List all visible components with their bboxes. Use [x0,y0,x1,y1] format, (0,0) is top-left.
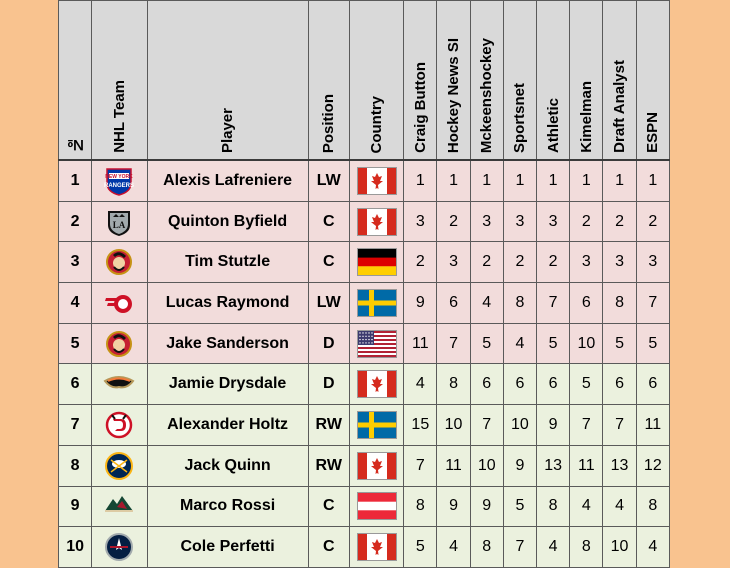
player-name: Jamie Drysdale [147,364,308,405]
los-angeles-kings-logo-icon [104,207,134,237]
player-position: C [308,527,349,568]
rank-cell: 3 [636,242,669,283]
rank-cell: 3 [537,201,570,242]
austria-flag-icon [357,492,397,520]
header-position: Position [308,1,349,161]
rank-cell: 4 [503,323,536,364]
rank-cell: 9 [404,283,437,324]
rank-cell: 8 [404,486,437,527]
new-york-rangers-logo-icon [104,166,134,196]
rank-cell: 2 [437,201,470,242]
row-number: 10 [59,527,92,568]
team-cell [92,283,147,324]
rank-cell: 7 [437,323,470,364]
rank-cell: 3 [437,242,470,283]
rank-cell: 7 [636,283,669,324]
player-name: Quinton Byfield [147,201,308,242]
header-ranker-7: ESPN [636,1,669,161]
player-position: C [308,486,349,527]
country-cell [349,283,403,324]
player-position: LW [308,283,349,324]
rank-cell: 6 [437,283,470,324]
rank-cell: 2 [404,242,437,283]
rank-cell: 2 [570,201,603,242]
country-cell [349,242,403,283]
rank-cell: 8 [603,283,636,324]
rank-cell: 9 [537,405,570,446]
rank-cell: 3 [603,242,636,283]
rank-cell: 13 [603,445,636,486]
rank-cell: 6 [570,283,603,324]
sweden-flag-icon [357,289,397,317]
rank-cell: 5 [603,323,636,364]
rank-cell: 2 [636,201,669,242]
rank-cell: 11 [437,445,470,486]
header-team: NHL Team [92,1,147,161]
rank-cell: 7 [570,405,603,446]
rank-cell: 5 [503,486,536,527]
player-position: D [308,323,349,364]
rank-cell: 2 [470,242,503,283]
country-cell [349,160,403,201]
table-body [59,160,670,567]
table-row [59,201,670,242]
player-position: RW [308,405,349,446]
sweden-flag-icon [357,411,397,439]
rank-cell: 11 [636,405,669,446]
row-number: 9 [59,486,92,527]
table-row [59,323,670,364]
rank-cell: 8 [503,283,536,324]
rank-cell: 1 [470,160,503,201]
rank-cell: 10 [570,323,603,364]
canada-flag-icon [357,370,397,398]
rank-cell: 3 [503,201,536,242]
rank-cell: 4 [437,527,470,568]
canada-flag-icon [357,208,397,236]
rank-cell: 10 [437,405,470,446]
player-name: Jake Sanderson [147,323,308,364]
rank-cell: 10 [470,445,503,486]
team-cell [92,201,147,242]
team-cell [92,242,147,283]
country-cell [349,323,403,364]
row-number: 4 [59,283,92,324]
svg-text:NEW YORK: NEW YORK [105,173,134,180]
rank-cell: 8 [470,527,503,568]
row-number: 8 [59,445,92,486]
player-name: Cole Perfetti [147,527,308,568]
header-ranker-0: Craig Button [404,1,437,161]
row-number: 2 [59,201,92,242]
player-name: Lucas Raymond [147,283,308,324]
rank-cell: 7 [470,405,503,446]
rank-cell: 5 [537,323,570,364]
rank-cell: 7 [537,283,570,324]
row-number: 5 [59,323,92,364]
rank-cell: 4 [570,486,603,527]
canada-flag-icon [357,452,397,480]
rank-cell: 5 [404,527,437,568]
player-name: Jack Quinn [147,445,308,486]
svg-text:LA: LA [113,219,126,230]
rank-cell: 15 [404,405,437,446]
rank-cell: 8 [437,364,470,405]
new-jersey-devils-logo-icon [104,410,134,440]
rank-cell: 4 [537,527,570,568]
rank-cell: 6 [503,364,536,405]
rank-cell: 11 [570,445,603,486]
header-ranker-5: Kimelman [570,1,603,161]
rank-cell: 4 [404,364,437,405]
team-cell [92,405,147,446]
country-cell [349,486,403,527]
team-cell [92,323,147,364]
detroit-red-wings-logo-icon [103,288,135,318]
country-cell [349,527,403,568]
rank-cell: 7 [404,445,437,486]
table-row [59,445,670,486]
minnesota-wild-logo-icon [103,491,135,521]
rank-cell: 6 [537,364,570,405]
country-cell [349,405,403,446]
player-name: Tim Stutzle [147,242,308,283]
table-row [59,405,670,446]
table-row [59,364,670,405]
buffalo-sabres-logo-icon [104,451,134,481]
rank-cell: 1 [603,160,636,201]
header-ranker-6: Draft Analyst [603,1,636,161]
canada-flag-icon [357,167,397,195]
header-ranker-3: Sportsnet [503,1,536,161]
draft-rankings-table [58,0,670,568]
header-ranker-1: Hockey News SI [437,1,470,161]
player-name: Marco Rossi [147,486,308,527]
rank-cell: 5 [470,323,503,364]
rank-cell: 2 [537,242,570,283]
row-number: 7 [59,405,92,446]
rank-cell: 3 [404,201,437,242]
row-number: 1 [59,160,92,201]
header-player: Player [147,1,308,161]
usa-flag-icon [357,330,397,358]
rank-cell: 5 [570,364,603,405]
rank-cell: 7 [603,405,636,446]
row-number: 3 [59,242,92,283]
player-position: D [308,364,349,405]
rank-cell: 6 [636,364,669,405]
rank-cell: 2 [603,201,636,242]
rank-cell: 12 [636,445,669,486]
rank-cell: 9 [503,445,536,486]
rank-cell: 1 [503,160,536,201]
svg-text:RANGERS: RANGERS [104,182,135,189]
team-cell [92,160,147,201]
rank-cell: 5 [636,323,669,364]
player-position: LW [308,160,349,201]
rank-cell: 8 [636,486,669,527]
rank-cell: 7 [503,527,536,568]
rank-cell: 1 [537,160,570,201]
team-cell [92,527,147,568]
team-cell [92,486,147,527]
anaheim-ducks-logo-icon [102,369,136,399]
rank-cell: 9 [470,486,503,527]
player-position: C [308,201,349,242]
rank-cell: 13 [537,445,570,486]
rank-cell: 4 [636,527,669,568]
player-position: C [308,242,349,283]
table-row [59,242,670,283]
table-row [59,486,670,527]
rank-cell: 10 [603,527,636,568]
table-row [59,527,670,568]
header-number: № [59,1,92,161]
winnipeg-jets-logo-icon [104,532,134,562]
table-row [59,160,670,201]
player-name: Alexis Lafreniere [147,160,308,201]
country-cell [349,364,403,405]
table-row [59,283,670,324]
player-position: RW [308,445,349,486]
country-cell [349,201,403,242]
rank-cell: 10 [503,405,536,446]
country-cell [349,445,403,486]
rank-cell: 8 [537,486,570,527]
header-country: Country [349,1,403,161]
germany-flag-icon [357,248,397,276]
team-cell [92,445,147,486]
header-row [59,1,670,161]
rank-cell: 1 [636,160,669,201]
rank-cell: 2 [503,242,536,283]
rank-cell: 1 [570,160,603,201]
rank-cell: 4 [603,486,636,527]
header-ranker-4: Athletic [537,1,570,161]
row-number: 6 [59,364,92,405]
team-cell [92,364,147,405]
rank-cell: 11 [404,323,437,364]
ottawa-senators-logo-icon [104,329,134,359]
rank-cell: 9 [437,486,470,527]
rank-cell: 6 [603,364,636,405]
ottawa-senators-logo-icon [104,247,134,277]
player-name: Alexander Holtz [147,405,308,446]
rank-cell: 3 [570,242,603,283]
rank-cell: 3 [470,201,503,242]
header-ranker-2: Mckeenshockey [470,1,503,161]
rank-cell: 4 [470,283,503,324]
rank-cell: 1 [437,160,470,201]
rank-cell: 1 [404,160,437,201]
rank-cell: 8 [570,527,603,568]
rank-cell: 6 [470,364,503,405]
